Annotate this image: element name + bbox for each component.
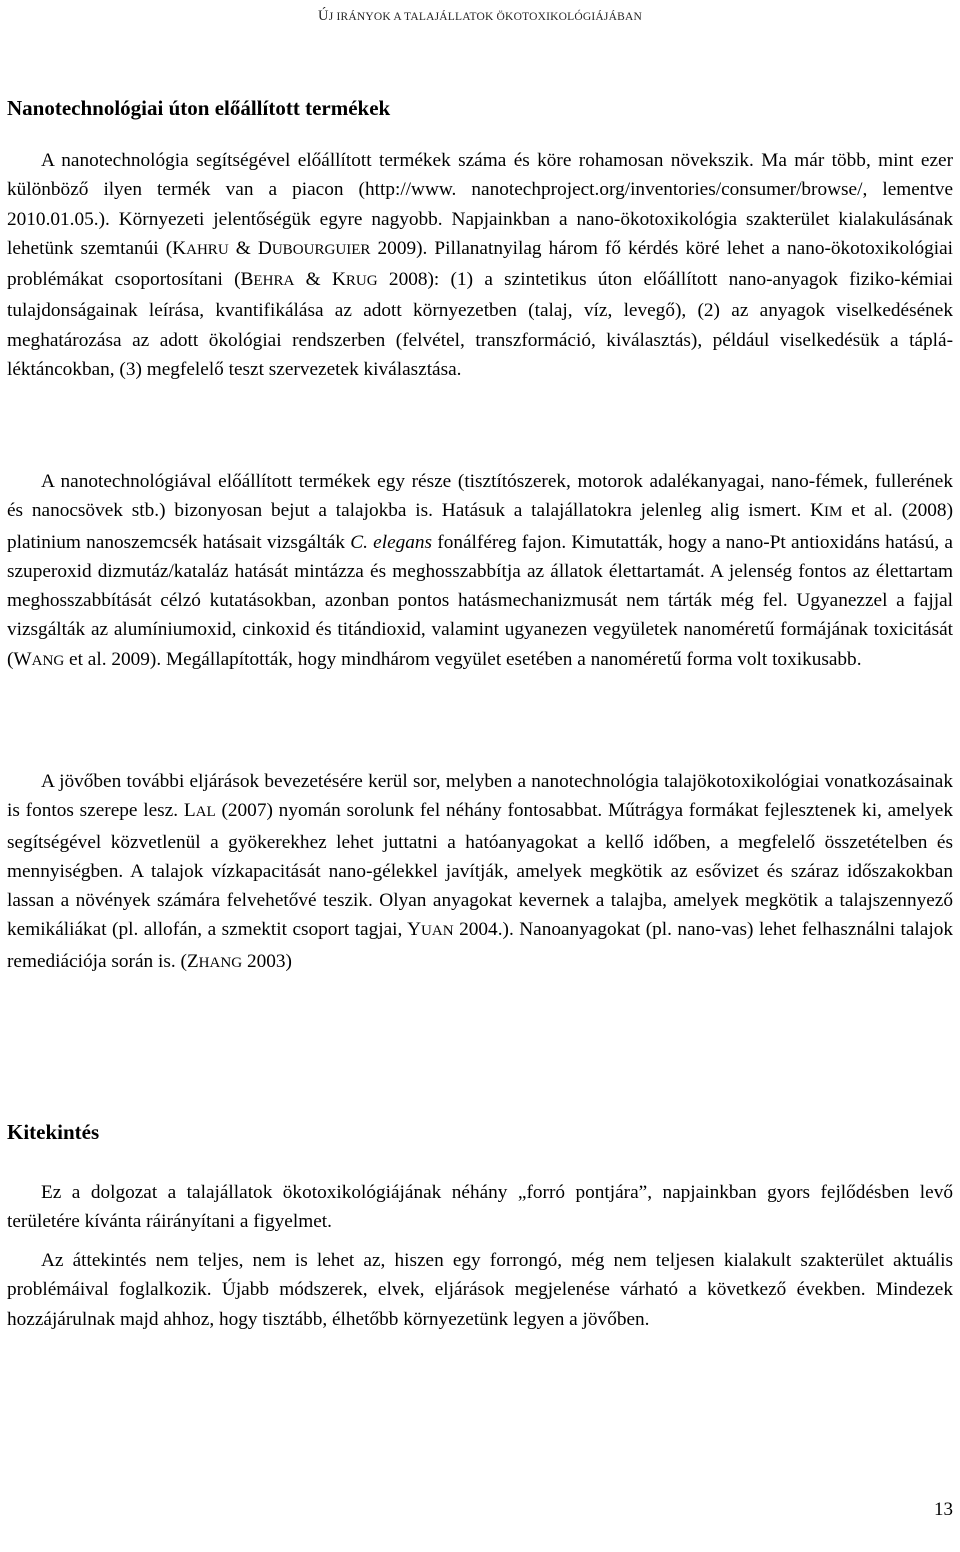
author-name: L [183,800,196,822]
section-heading-outlook: Kitekintés [7,1120,100,1144]
section-heading-nanotechnology: Nanotechnológiai úton előállított termékek [7,96,391,120]
author-name: K [331,269,346,291]
paragraph-future-applications: A jövőben további eljárások bevezetésére kerül sor, melyben a nanotechnológia talajökotoxikológiai vonatkozásainak is fontos szerepe lesz. LAL (2007) nyomán sorolunk fel néhány fontosabbat. Műtrágya formákat fejlesztenek ki, amelyek segítségével közvetlenül a gyökerekhez lehet juttatni a hatóanyagokat a kellő időben, a megfelelő összetételben és mennyiségben. A talajok vízkapacitását nano-gélekkel javítják, amelyek megkötik az esővizet és száraz időszakokban lassan a növények számára felvehetővé teszik. Olyan anyagokat kevernek a talajba, amelyek megkötik a talajszennyező kemikáliákat (pl. allofán, a szmektit csoport tagjai, YUAN 2004.). Nanoanyagokat (pl. nano-vas) lehet felhasználni talajok remediációja során is. (ZHANG 2003) [7,771,953,972]
author-name: Y [407,919,422,941]
paragraph-outlook-2: Az áttekintés nem teljes, nem is lehet az, hiszen egy forrongó, még nem teljesen kialakult szakterület aktuális problémáival foglalkozik. Újabb módszerek, elvek, eljárások megjelenése várható a következő években. Mindezek hozzájárulnak majd ahhoz, hogy tisztább, élhetőbb környezetünk legyen a jövőben. [7,1250,953,1330]
author-name: W [13,648,32,670]
author-name: D [257,237,272,259]
author-name: Z [186,950,199,972]
paragraph-soil-fauna-effects: A nanotechnológiával előállított termékek egy része (tisztítószerek, motorok adalékanyagai, nano-fémek, fullerének és nanocsövek stb.) bizonyosan bejut a talajokba is. Hatásuk a talajállatokra jelenleg alig ismert. KIM et al. (2008) platinium nanoszemcsék hatásait vizsgálták C. elegans fonálféreg fajon. Kimutatták, hogy a nano-Pt antioxidáns hatású, a szuperoxid dizmutáz/kataláz hatását mintázza és meghosszabbítja az állatok élettartamát. A jelenség fontos az élettartam meghosszabbítását célzó kutatásokban, azonban pontos hatásmechanizmusát nem tárták még fel. Ugyanezzel a fajjal vizsgálták az alumíniumoxid, cinkoxid és titándioxid, valamint ugyanezen vegyületek nanoméretű formájának toxicitását (WANG et al. 2009). Megállapították, hogy mindhárom vegyület esetében a nanoméretű forma volt toxikusabb. [7,471,953,670]
paragraph-nanotech-intro: A nanotechnológia segítségével előállított termékek száma és köre rohamosan növekszik. Ma már több, mint ezer különböző ilyen termék van a piacon (http://www. nanotechproject.org/inventories/consumer/browse/, lementve 2010.01.05.). Környezeti jelentőségük egyre nagyobb. Napjainkban a nano-ökotoxikológia szakterület kialakulásának lehetünk szemtanúi (KAHRU & DUBOURGUIER 2009). Pillanatnyilag három fő kérdés köré lehet a nano-ökotoxikológiai problémákat csoportosítani (BEHRA & KRUG 2008): (1) a szintetikus úton előállított nano-anyagok fiziko-kémiai tulajdonságainak leírása, kvantifikálása az adott környezetben (talaj, víz, levegő), (2) az anyagok viselkedésének meghatározása az adott ökológiai rendszerben (felvétel, transzformáció, kiválasztás), például viselkedésük a tápláléktáncokban, (3) megfelelő teszt szervezetek kiválasztása. [7,150,953,381]
paragraph-outlook-1: Ez a dolgozat a talajállatok ökotoxikológiájának néhány „forró pontjára”, napjainkban gyors fejlődésben levő területére kívánta ráirányítani a figyelmet. [7,1182,953,1233]
author-name: B [240,269,254,291]
species-name: C. elegans [350,531,433,553]
page-number: 13 [934,1499,953,1520]
author-name: K [810,500,825,522]
running-header: ÚJ IRÁNYOK A TALAJÁLLATOK ÖKOTOXIKOLÓGIÁJÁBAN [318,8,642,24]
author-name: K [172,237,187,259]
